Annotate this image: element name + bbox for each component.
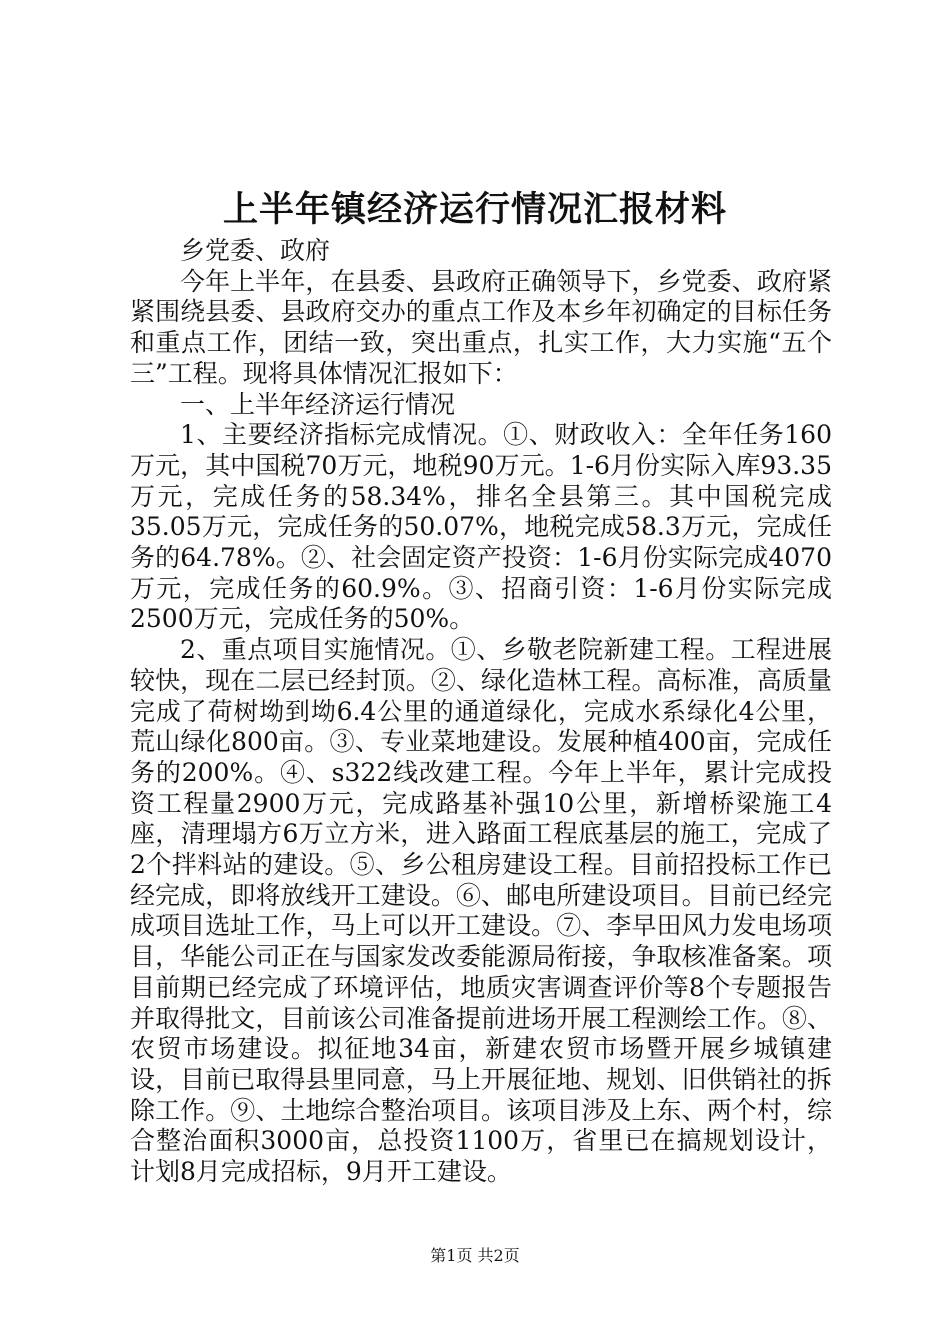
section-heading: 一、上半年经济运行情况	[180, 389, 456, 419]
addressee-line: 乡党委、政府	[180, 236, 331, 265]
document-title: 上半年镇经济运行情况汇报材料	[222, 189, 727, 230]
page-footer: 第1页 共2页	[430, 1246, 520, 1265]
key-projects-paragraph: 2、重点项目实施情况。①、乡敬老院新建工程。工程进展较快，现在二层已经封顶。②、绿化造林工程。高标准，高质量完成了荷树坳到坳6.4公里的通道绿化，完成水系绿化4公里，荒山绿化800亩。③、专业菜地建设。发展种植400亩，完成任务的200%。④、s322线改建工程。今年上半年，累计完成投资工程量2900万元，完成路基补强10公里，新增桥梁施工4座，清理塌方6万立方米，进入路面工程底基层的施工，完成了2个拌料站的建设。⑤、乡公租房建设工程。目前招投标工作已经完成，即将放线开工建设。⑥、邮电所建设项目。目前已经完成项目选址工作，马上可以开工建设。⑦、李早田风力发电场项目，华能公司正在与国家发改委能源局衔接，争取核准备案。项目前期已经完成了环境评估，地质灾害调查评价等8个专题报告并取得批文，目前该公司准备提前进场开展工程测绘工作。⑧、农贸市场建设。拟征地34亩，新建农贸市场暨开展乡城镇建设，目前已取得县里同意，马上开展征地、规划、旧供销社的拆除工作。⑨、土地综合整治项目。该项目涉及上东、两个村，综合整治面积3000亩，总投资1100万，省里已在搞规划设计，计划8月完成招标，9月开工建设。	[130, 635, 832, 1187]
intro-paragraph: 今年上半年，在县委、县政府正确领导下，乡党委、政府紧紧围绕县委、县政府交办的重点工作及本乡年初确定的目标任务和重点工作，团结一致，突出重点，扎实工作，大力实施“五个三”工程。现将具体情况汇报如下：	[130, 266, 832, 388]
document-body	[130, 236, 832, 1188]
economic-indicators-paragraph: 1、主要经济指标完成情况。①、财政收入：全年任务160万元，其中国税70万元，地税90万元。1-6月份实际入库93.35万元，完成任务的58.34%，排名全县第三。其中国税完成35.05万元，完成任务的50.07%，地税完成58.3万元，完成任务的64.78%。②、社会固定资产投资：1-6月份实际完成4070万元，完成任务的60.9%。③、招商引资：1-6月份实际完成2500万元，完成任务的50%。	[130, 420, 832, 634]
